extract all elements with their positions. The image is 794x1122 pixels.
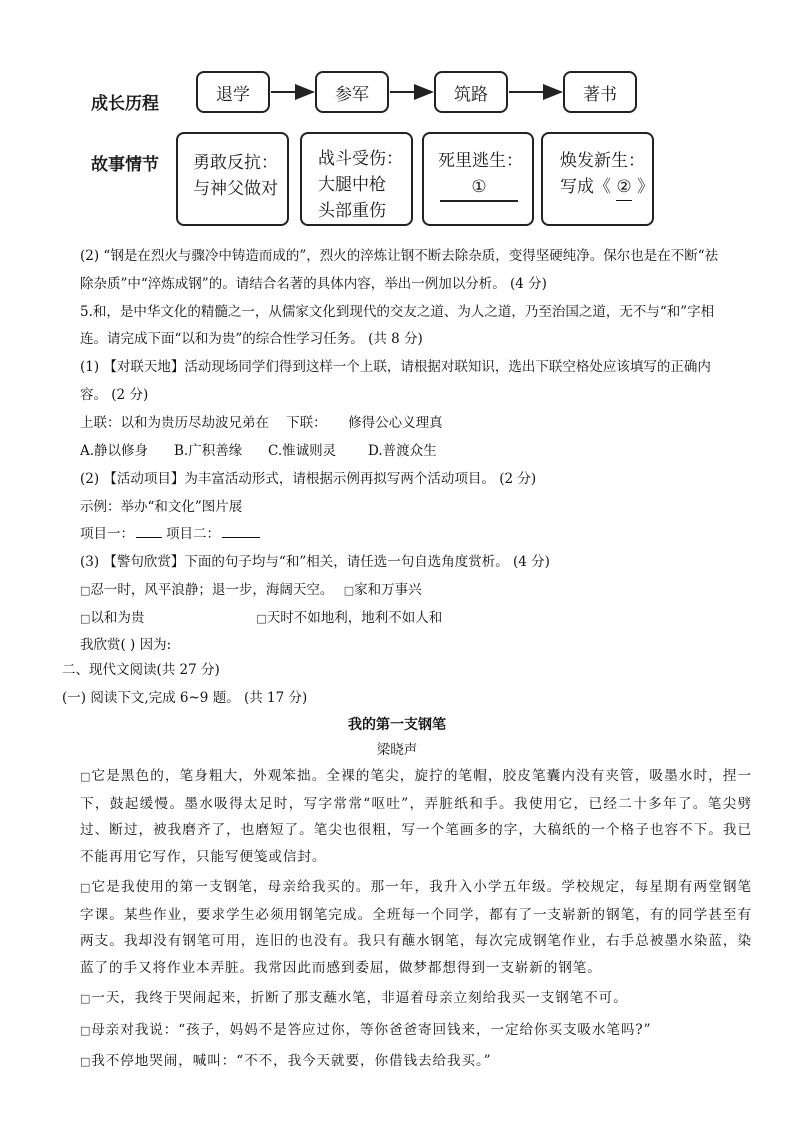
options-row (80, 441, 750, 461)
para-marker: □ (80, 1055, 92, 1068)
quotes-row-2 (80, 608, 750, 629)
q5-sub3: (3) 【警句欣赏】下面的句子均与“和”相关，请任选一句自选角度赏析。 (4 分) (80, 554, 550, 570)
option-d: D.普渡众生 (368, 443, 437, 459)
checkbox-icon: □ (80, 612, 91, 625)
article-author: 梁晓声 (376, 742, 418, 758)
para-marker: □ (80, 1023, 92, 1037)
article-title: 我的第一支钢笔 (348, 717, 446, 733)
quote-3: 以和为贵 (90, 610, 145, 626)
row-label-growth: 成长历程 (91, 94, 159, 114)
paragraph: □母亲对我说：“孩子，妈妈不是答应过你，等你爸爸寄回钱来，一定给你买支吸水笔吗?” (80, 1021, 652, 1038)
detail-book: 写成《 ② 》 (560, 174, 652, 201)
detail-title: 死里逃生： (438, 151, 523, 171)
q4-2-line2: 除杂质”中“淬炼成钢”的。请结合名著的具体内容，举出一例加以分析。 (4 分) (80, 276, 547, 292)
project2-label: 项目二： (166, 526, 220, 542)
quote-4: 天时不如地利，地利不如人和 (266, 610, 443, 626)
option-b: B.广积善缘 (174, 443, 243, 459)
quote-1: 忍一时，风平浪静；退一步，海阔天空。 (90, 582, 334, 598)
checkbox-icon: □ (256, 612, 267, 625)
q5-line2: 连。请完成下面“以和为贵”的综合性学习任务。 (共 8 分) (80, 331, 423, 347)
stage-label: 参军 (335, 84, 369, 105)
para-marker: □ (80, 992, 92, 1005)
paragraph: □它是我使用的第一支钢笔，母亲给我买的。那一年，我升入小学五年级。学校规定，每星期有两堂钢笔字课。某些作业，要求学生必须用钢笔完成。全班每一个同学，都有了一支崭新的钢笔，有的同学甚至有两支。我却没有钢笔可用，连旧的也没有。我只有蘸水钢笔，每次完成钢笔作业，右手总被墨水染蓝，染蓝了的手又将作业本弄脏。我常因此而感到委屈，做梦都想得到一支崭新的钢笔。 (80, 879, 752, 976)
paragraph: □一天，我终于哭闹起来，折断了那支蘸水笔，非逼着母亲立刻给我买一支钢笔不可。 (80, 990, 628, 1006)
q5-sub1-line1: (1) 【对联天地】活动现场同学们得到这样一个上联，请根据对联知识，选出下联空格处应该填写的正确内 (80, 359, 711, 375)
article-body (80, 763, 752, 1080)
option-c: C.惟诚则灵 (268, 443, 337, 459)
para-marker: □ (80, 881, 92, 894)
detail-line: 与神父做对 (193, 179, 278, 199)
example: 示例：举办“和文化”图片展 (80, 499, 243, 515)
project1-label: 项目一： (80, 526, 134, 542)
detail-box-1 (176, 132, 289, 226)
row-label-story: 故事情节 (91, 155, 159, 175)
detail-title: 焕发新生： (560, 151, 645, 171)
detail-box-2 (300, 132, 413, 226)
detail-title: 战斗受伤： (318, 149, 403, 169)
q5-line1: 5.和，是中华文化的精髓之一，从儒家文化到现代的交友之道、为人之道，乃至治国之道，无不与“和”字相 (80, 304, 715, 320)
projects-row (80, 524, 750, 544)
stage-label: 退学 (216, 84, 250, 105)
quotes-row-1 (80, 580, 750, 601)
detail-box-3 (422, 132, 534, 226)
diagram-arrows (0, 0, 794, 130)
stage-label: 筑路 (454, 84, 488, 105)
detail-line: 大腿中枪 (318, 175, 386, 195)
q5-sub2: (2) 【活动项目】为丰富活动形式，请根据示例再拟写两个活动项目。 (2 分) (80, 471, 537, 487)
project1-blank (136, 537, 162, 538)
para-marker: □ (80, 770, 92, 783)
section-heading: 二、现代文阅读(共 27 分) (62, 662, 220, 678)
paragraph: □它是黑色的，笔身粗大，外观笨拙。全裸的笔尖，旋拧的笔帽，胶皮笔囊内没有夹管，吸墨水时，捏一下，鼓起缓慢。墨水吸得太足时，写字常常“呕吐”，弄脏纸和手。我使用它，已经二十多年了。笔尖劈过、断过，被我磨齐了，也磨短了。笔尖也很粗，写一个笔画多的字，大稿纸的一个格子也容不下。我已不能再用它写作，只能写便笺或信封。 (80, 768, 752, 865)
paragraph: □我不停地哭闹，喊叫：“不不，我今天就要，你借钱去给我买。” (80, 1053, 492, 1069)
appreciation: 我欣赏( ) 因为: (80, 637, 172, 653)
option-a: A.静以修身 (80, 443, 149, 459)
detail-blank: ① (440, 174, 518, 202)
detail-box-4 (541, 132, 654, 226)
detail-title: 勇敢反抗： (193, 153, 278, 173)
quote-2: 家和万事兴 (354, 582, 422, 598)
q5-sub1-line2: 容。 (2 分) (80, 387, 149, 403)
project2-blank (222, 537, 260, 538)
stage-label: 著书 (583, 84, 617, 105)
detail-line: 头部重伤 (318, 201, 386, 221)
couplet: 上联：以和为贵历尽劫波兄弟在 下联： 修得公心义理真 (80, 415, 443, 431)
q4-2-line1: (2) “钢是在烈火与骤冷中铸造而成的”，烈火的淬炼让钢不断去除杂质，变得坚硬纯净。保尔也是在不断“祛 (80, 248, 719, 264)
checkbox-icon: □ (343, 584, 355, 597)
section-sub: (一) 阅读下文,完成 6~9 题。 (共 17 分) (62, 690, 308, 706)
checkbox-icon: □ (80, 584, 91, 597)
